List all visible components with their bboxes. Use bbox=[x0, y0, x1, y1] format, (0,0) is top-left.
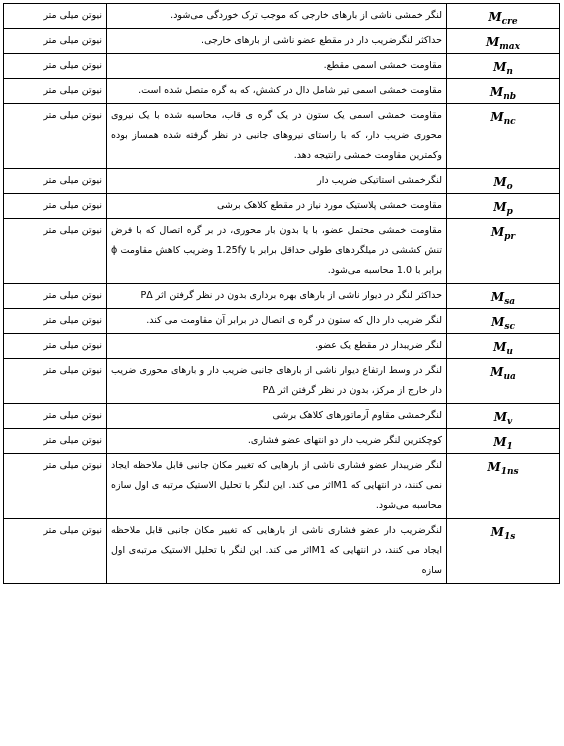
symbol-subscript: o bbox=[506, 182, 513, 192]
unit-cell: نیوتن میلی متر bbox=[4, 309, 107, 334]
symbol-cell bbox=[447, 104, 560, 169]
unit-cell: نیوتن میلی متر bbox=[4, 104, 107, 169]
symbol-subscript: cre bbox=[501, 17, 518, 27]
symbol-base: M bbox=[490, 290, 505, 304]
symbol-subscript: u bbox=[506, 347, 513, 357]
unit-cell: نیوتن میلی متر bbox=[4, 194, 107, 219]
table-row bbox=[4, 309, 560, 334]
symbol-base: M bbox=[493, 340, 507, 354]
symbol-subscript: 1s bbox=[503, 532, 516, 542]
symbols-table bbox=[3, 3, 560, 584]
symbol bbox=[488, 10, 518, 27]
symbols-table-container bbox=[3, 3, 559, 584]
table-row bbox=[4, 79, 560, 104]
symbol-subscript: p bbox=[506, 207, 513, 217]
symbol bbox=[493, 410, 513, 427]
symbol-base: M bbox=[493, 60, 507, 74]
description-cell: لنگرخمشی استاتیکی ضریب دار bbox=[107, 169, 447, 194]
symbol-subscript: 1ns bbox=[500, 467, 519, 477]
unit-cell: نیوتن میلی متر bbox=[4, 429, 107, 454]
description-cell: مقاومت خمشی اسمی تیر شامل دال در کشش، که به گره متصل شده است. bbox=[107, 79, 447, 104]
symbol-base: M bbox=[493, 175, 507, 189]
description-cell: مقاومت خمشی اسمی مقطع. bbox=[107, 54, 447, 79]
unit-cell: نیوتن میلی متر bbox=[4, 334, 107, 359]
symbol-cell bbox=[447, 4, 560, 29]
symbol bbox=[491, 315, 515, 332]
unit-cell: نیوتن میلی متر bbox=[4, 29, 107, 54]
unit-cell: نیوتن میلی متر bbox=[4, 404, 107, 429]
table-row bbox=[4, 429, 560, 454]
symbol bbox=[490, 365, 516, 382]
symbol-subscript: 1 bbox=[506, 442, 513, 452]
table-row bbox=[4, 454, 560, 519]
description-cell: مقاومت خمشی پلاستیک مورد نیاز در مقطع کلاهک برشی bbox=[107, 194, 447, 219]
unit-cell: نیوتن میلی متر bbox=[4, 454, 107, 519]
symbol bbox=[489, 85, 517, 102]
symbol-cell bbox=[447, 29, 560, 54]
symbol-cell bbox=[447, 404, 560, 429]
symbol-base: M bbox=[490, 365, 504, 379]
symbol-base: M bbox=[493, 435, 507, 449]
description-cell: لنگرضریب دار عضو فشاری ناشی از بارهایی که تغییر مکان جانبی قابل ملاحظه ایجاد می کنند، در انتهایی که M1اثر می کند. این لنگر با تحلیل الاستیک مرتبه‌ی اول سازه bbox=[107, 519, 447, 584]
symbol-subscript: sc bbox=[504, 322, 515, 332]
symbol-base: M bbox=[490, 110, 504, 124]
table-row bbox=[4, 284, 560, 309]
symbol-cell bbox=[447, 429, 560, 454]
symbol-subscript: ua bbox=[503, 372, 516, 382]
symbol-subscript: nc bbox=[503, 117, 516, 127]
unit-cell: نیوتن میلی متر bbox=[4, 284, 107, 309]
symbol bbox=[490, 225, 516, 242]
symbol bbox=[490, 290, 516, 307]
unit-cell: نیوتن میلی متر bbox=[4, 54, 107, 79]
symbol-base: M bbox=[490, 225, 505, 239]
description-cell: لنگر ضریب دار دال که ستون در گره ی اتصال در برابر آن مقاومت می کند. bbox=[107, 309, 447, 334]
description-cell: لنگر ضریبدار عضو فشاری ناشی از بارهایی که تغییر مکان جانبی قابل ملاحظه ایجاد نمی کنند، در انتهایی که M1اثر می کند. این لنگر با تحلیل الاستیک مرتبه ی اول سازه محاسبه می‌شود. bbox=[107, 454, 447, 519]
symbol-base: M bbox=[493, 200, 507, 214]
symbol-cell bbox=[447, 519, 560, 584]
table-row bbox=[4, 29, 560, 54]
description-cell: مقاومت خمشی اسمی یک ستون در یک گره ی قاب، محاسبه شده با یک نیروی محوری ضریب دار، که با راستای نیروهای جانبی در نظر گرفته شده همساز بوده وکمترین مقاومت خمشی رانتیجه دهد. bbox=[107, 104, 447, 169]
symbol bbox=[487, 460, 519, 477]
symbol-cell bbox=[447, 334, 560, 359]
symbols-table-body bbox=[4, 4, 560, 584]
table-row bbox=[4, 404, 560, 429]
symbol bbox=[490, 110, 516, 127]
symbol bbox=[493, 175, 513, 192]
description-cell: لنگر ضریبدار در مقطع یک عضو. bbox=[107, 334, 447, 359]
symbol-subscript: sa bbox=[504, 297, 516, 307]
unit-cell: نیوتن میلی متر bbox=[4, 359, 107, 404]
symbol-cell bbox=[447, 54, 560, 79]
table-row bbox=[4, 219, 560, 284]
table-row bbox=[4, 334, 560, 359]
symbol bbox=[490, 525, 516, 542]
symbol bbox=[493, 435, 513, 452]
description-cell: حداکثر لنگرضریب دار در مقطع عضو ناشی از بارهای خارجی. bbox=[107, 29, 447, 54]
unit-cell: نیوتن میلی متر bbox=[4, 79, 107, 104]
table-row bbox=[4, 519, 560, 584]
symbol bbox=[493, 340, 513, 357]
description-cell: لنگرخمشی مقاوم آرماتورهای کلاهک برشی bbox=[107, 404, 447, 429]
table-row bbox=[4, 359, 560, 404]
description-cell: کوچکترین لنگر ضریب دار دو انتهای عضو فشاری. bbox=[107, 429, 447, 454]
symbol-base: M bbox=[493, 410, 508, 424]
description-cell: لنگر خمشی ناشی از بارهای خارجی که موجب ترک خوردگی می‌شود. bbox=[107, 4, 447, 29]
unit-cell: نیوتن میلی متر bbox=[4, 169, 107, 194]
unit-cell: نیوتن میلی متر bbox=[4, 219, 107, 284]
unit-cell: نیوتن میلی متر bbox=[4, 519, 107, 584]
symbol-subscript: max bbox=[499, 42, 521, 52]
symbol-base: M bbox=[489, 85, 504, 99]
symbol-cell bbox=[447, 219, 560, 284]
symbol-base: M bbox=[491, 315, 505, 329]
symbol-base: M bbox=[485, 35, 500, 49]
description-cell: مقاومت خمشی محتمل عضو، با یا بدون بار محوری، در بر گره اتصال که با فرض تنش کششی در میلگردهای طولی حداقل برابر با 1.25fy وضریب کاهش مقاومت ϕ برابر با 1.0 محاسبه می‌شود. bbox=[107, 219, 447, 284]
symbol-cell bbox=[447, 284, 560, 309]
table-row bbox=[4, 169, 560, 194]
symbol-subscript: n bbox=[506, 67, 513, 77]
symbol-base: M bbox=[490, 525, 504, 539]
symbol-cell bbox=[447, 359, 560, 404]
symbol-cell bbox=[447, 79, 560, 104]
symbol-cell bbox=[447, 454, 560, 519]
table-row bbox=[4, 194, 560, 219]
symbol-base: M bbox=[487, 460, 501, 474]
symbol-subscript: v bbox=[507, 417, 513, 427]
symbol-cell bbox=[447, 309, 560, 334]
symbol bbox=[493, 60, 513, 77]
symbol-subscript: pr bbox=[504, 232, 516, 242]
symbol bbox=[485, 35, 521, 52]
symbol-cell bbox=[447, 194, 560, 219]
description-cell: حداکثر لنگر در دیوار ناشی از بارهای بهره برداری بدون در نظر گرفتن اثر PΔ bbox=[107, 284, 447, 309]
table-row bbox=[4, 4, 560, 29]
symbol-cell bbox=[447, 169, 560, 194]
unit-cell: نیوتن میلی متر bbox=[4, 4, 107, 29]
symbol-base: M bbox=[488, 10, 502, 24]
symbol bbox=[493, 200, 513, 217]
table-row bbox=[4, 104, 560, 169]
table-row bbox=[4, 54, 560, 79]
description-cell: لنگر در وسط ارتفاع دیوار ناشی از بارهای جانبی ضریب دار و بارهای محوری ضریب دار خارج از مرکز، بدون در نظر گرفتن اثر PΔ bbox=[107, 359, 447, 404]
symbol-subscript: nb bbox=[503, 92, 517, 102]
